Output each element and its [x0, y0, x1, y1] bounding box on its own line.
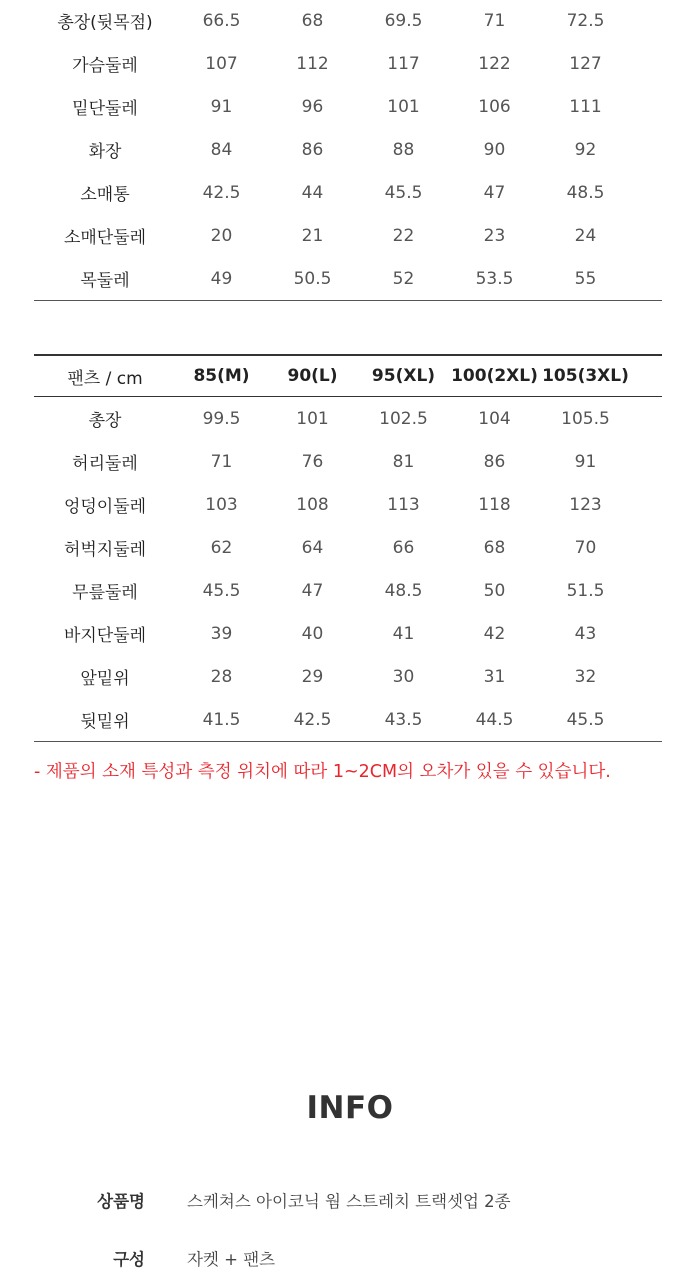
- size-value: 92: [574, 139, 597, 160]
- row-label: 총장: [88, 411, 122, 431]
- row-label: 목둘레: [80, 271, 130, 291]
- row-label: 무릎둘레: [72, 583, 138, 603]
- info-row-composition: [0, 1246, 700, 1270]
- table-row: [34, 214, 662, 257]
- row-label: 소매통: [80, 185, 130, 205]
- size-value: 55: [574, 268, 597, 289]
- size-value: 43: [574, 623, 597, 644]
- size-value: 41.5: [202, 709, 241, 730]
- size-value: 64: [301, 537, 324, 558]
- size-value: 90: [483, 139, 506, 160]
- size-value: 42.5: [202, 182, 241, 203]
- size-value: 76: [301, 451, 324, 472]
- size-value: 43.5: [384, 709, 423, 730]
- size-value: 118: [478, 494, 511, 515]
- size-value: 105.5: [561, 408, 610, 429]
- size-value: 42.5: [293, 709, 332, 730]
- table-row: [34, 397, 662, 440]
- size-value: 111: [569, 96, 602, 117]
- info-title: INFO: [306, 1090, 394, 1126]
- size-value: 68: [301, 10, 324, 31]
- size-value: 44: [301, 182, 324, 203]
- size-value: 21: [301, 225, 324, 246]
- size-value: 71: [210, 451, 233, 472]
- row-label: 소매단둘레: [63, 228, 147, 248]
- size-value: 22: [392, 225, 415, 246]
- row-label: 뒷밑위: [80, 712, 130, 732]
- jacket-size-table: [34, 0, 662, 301]
- size-header: 85(M): [193, 366, 250, 386]
- size-value: 39: [210, 623, 233, 644]
- row-label: 엉덩이둘레: [63, 497, 147, 517]
- size-value: 96: [301, 96, 324, 117]
- size-value: 20: [210, 225, 233, 246]
- table-row: [34, 698, 662, 741]
- table-row: [34, 171, 662, 214]
- row-label: 앞밑위: [80, 669, 130, 689]
- row-label: 총장(뒷목점): [57, 13, 153, 33]
- size-value: 101: [387, 96, 420, 117]
- size-value: 88: [392, 139, 415, 160]
- header-unit-label: 팬츠 / cm: [67, 368, 143, 389]
- size-value: 40: [301, 623, 324, 644]
- size-value: 113: [387, 494, 420, 515]
- size-value: 52: [392, 268, 415, 289]
- size-value: 66.5: [202, 10, 241, 31]
- table-header-row: [34, 354, 662, 397]
- row-label: 허리둘레: [72, 454, 138, 474]
- size-value: 31: [483, 666, 506, 687]
- info-label: 구성: [113, 1250, 145, 1269]
- pants-size-table: [34, 354, 662, 742]
- table-row: [34, 483, 662, 526]
- table-row: [34, 526, 662, 569]
- size-value: 44.5: [475, 709, 514, 730]
- size-value: 29: [301, 666, 324, 687]
- size-value: 81: [392, 451, 415, 472]
- size-value: 47: [483, 182, 506, 203]
- size-value: 71: [483, 10, 506, 31]
- info-row-product-name: [0, 1188, 700, 1212]
- size-header: 90(L): [287, 366, 338, 386]
- table-row: [34, 257, 662, 300]
- row-label: 밑단둘레: [72, 99, 138, 119]
- size-value: 45.5: [384, 182, 423, 203]
- table-row: [34, 0, 662, 42]
- size-value: 49: [210, 268, 233, 289]
- size-value: 41: [392, 623, 415, 644]
- table-row: [34, 655, 662, 698]
- size-value: 101: [296, 408, 329, 429]
- size-value: 122: [478, 53, 511, 74]
- size-value: 91: [574, 451, 597, 472]
- size-value: 48.5: [566, 182, 605, 203]
- size-value: 104: [478, 408, 511, 429]
- measurement-notice: - 제품의 소재 특성과 측정 위치에 따라 1~2CM의 오차가 있을 수 있습니다.: [34, 762, 611, 782]
- size-value: 106: [478, 96, 511, 117]
- table-row: [34, 128, 662, 171]
- info-label: 상품명: [97, 1192, 145, 1211]
- info-value: 자켓 + 팬츠: [187, 1250, 276, 1269]
- table-row: [34, 612, 662, 655]
- table-row: [34, 440, 662, 483]
- size-value: 112: [296, 53, 329, 74]
- size-value: 30: [392, 666, 415, 687]
- size-value: 32: [574, 666, 597, 687]
- size-value: 68: [483, 537, 506, 558]
- table-row: [34, 85, 662, 128]
- size-value: 53.5: [475, 268, 514, 289]
- size-value: 86: [301, 139, 324, 160]
- info-value: 스케쳐스 아이코닉 웜 스트레치 트랙셋업 2종: [187, 1192, 511, 1211]
- size-value: 50: [483, 580, 506, 601]
- row-label: 화장: [88, 142, 122, 162]
- size-value: 48.5: [384, 580, 423, 601]
- size-value: 51.5: [566, 580, 605, 601]
- size-header: 105(3XL): [542, 366, 629, 386]
- size-value: 69.5: [384, 10, 423, 31]
- size-value: 84: [210, 139, 233, 160]
- table-row: [34, 569, 662, 612]
- size-value: 107: [205, 53, 238, 74]
- size-value: 62: [210, 537, 233, 558]
- size-value: 24: [574, 225, 597, 246]
- row-label: 허벅지둘레: [63, 540, 147, 560]
- row-label: 바지단둘레: [63, 626, 147, 646]
- size-value: 102.5: [379, 408, 428, 429]
- size-value: 50.5: [293, 268, 332, 289]
- size-value: 86: [483, 451, 506, 472]
- size-value: 66: [392, 537, 415, 558]
- size-value: 45.5: [202, 580, 241, 601]
- size-value: 127: [569, 53, 602, 74]
- size-value: 72.5: [566, 10, 605, 31]
- size-value: 45.5: [566, 709, 605, 730]
- size-value: 47: [301, 580, 324, 601]
- size-value: 23: [483, 225, 506, 246]
- size-value: 123: [569, 494, 602, 515]
- size-value: 28: [210, 666, 233, 687]
- size-value: 99.5: [202, 408, 241, 429]
- size-value: 117: [387, 53, 420, 74]
- row-label: 가슴둘레: [72, 56, 138, 76]
- size-value: 70: [574, 537, 597, 558]
- size-value: 108: [296, 494, 329, 515]
- table-row: [34, 42, 662, 85]
- size-header: 95(XL): [371, 366, 436, 386]
- size-value: 91: [210, 96, 233, 117]
- size-value: 42: [483, 623, 506, 644]
- size-header: 100(2XL): [451, 366, 538, 386]
- size-value: 103: [205, 494, 238, 515]
